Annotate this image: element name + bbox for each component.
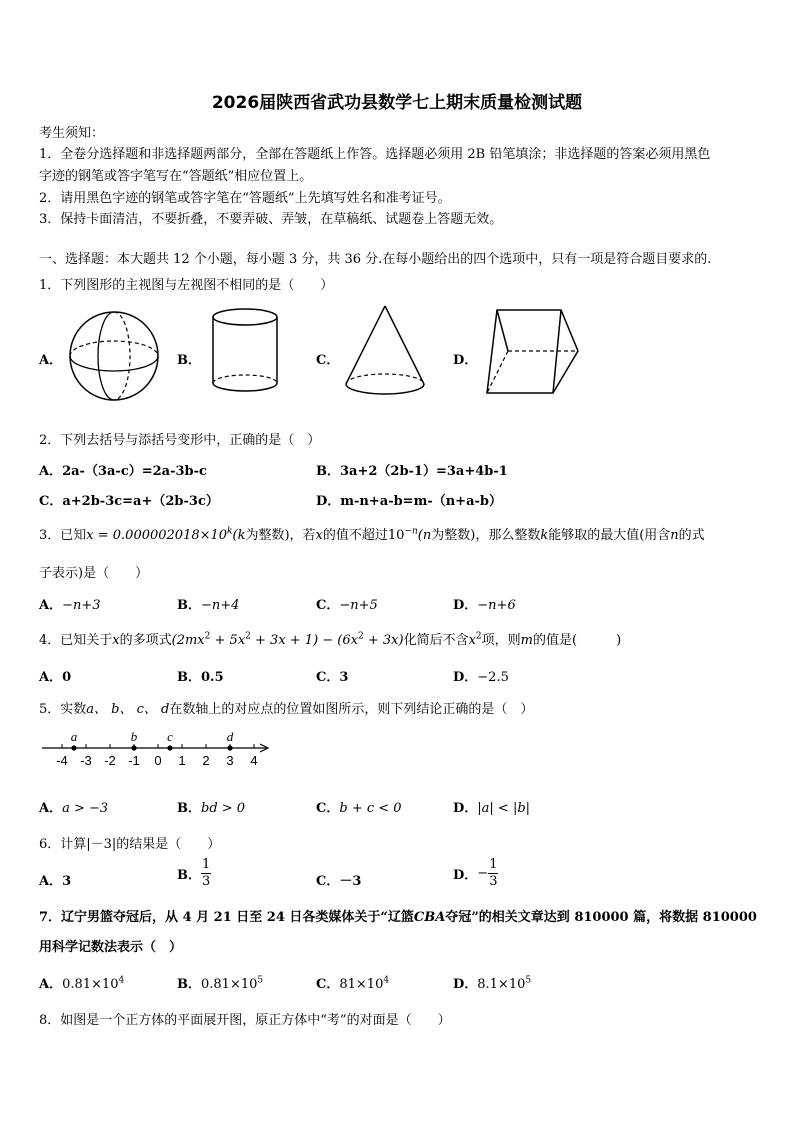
- q5-option-d: D．|a| < |b|: [453, 801, 531, 816]
- q4-option-c: C．3: [316, 670, 349, 685]
- point-label-c: c: [167, 729, 173, 744]
- q1-stem: 1．下列图形的主视图与左视图不相同的是（ ）: [39, 278, 334, 293]
- point-label-a: a: [70, 729, 78, 744]
- notice-line-3: 3．保持卡面清洁，不要折叠，不要弄破、弄皱，在草稿纸、试题卷上答题无效。: [39, 212, 503, 227]
- q6-option-b: B． $\frac{1}{3}$: [177, 857, 211, 889]
- q2-option-d: D．m-n+a-b=m-（n+a-b）: [316, 494, 502, 509]
- cylinder-figure: [209, 307, 281, 399]
- q8-stem: 8．如图是一个正方体的平面展开图，原正方体中“考”的对面是（ ）: [39, 1013, 451, 1028]
- notice-line-2: 2．请用黑色字迹的钢笔或答字笔在“答题纸”上先填写姓名和准考证号。: [39, 191, 451, 206]
- q3-stem-line2: 子表示)是（ ）: [39, 566, 149, 581]
- q7-stem: 7．辽宁男篮夺冠后，从 4 月 21 日至 24 日各类媒体关于“辽篮CBA夺冠”的相关文章达到 810000 篇，将数据 810000: [39, 910, 757, 925]
- notice-line-1b: 字迹的钢笔或答字笔写在“答题纸”相应位置上。: [39, 169, 313, 184]
- tick-label: -2: [104, 753, 116, 768]
- q4-stem: 4．已知关于x的多项式$(2mx^2 + 5x^2 + 3x + 1) - (6x^2 + 3x)$化简后不含$x^2$项，则m的值是( ): [39, 631, 622, 648]
- q2-option-c: C．a+2b-3c=a+（2b-3c）: [39, 494, 219, 509]
- q1-option-a-label: A．: [39, 353, 63, 368]
- point-label-d: d: [226, 729, 234, 744]
- q5-option-b: B．bd > 0: [177, 801, 246, 816]
- point-b: [131, 745, 136, 750]
- q6-option-c: C．－3: [316, 874, 362, 889]
- tick-label: -3: [80, 753, 92, 768]
- q4-option-b: B．0.5: [177, 670, 224, 685]
- point-c: [167, 745, 172, 750]
- prism-figure: [483, 307, 583, 399]
- number-line-figure: [0, 725, 300, 775]
- point-d: [227, 745, 232, 750]
- q4-option-a: A．0: [39, 670, 72, 685]
- tick-label: -4: [56, 753, 68, 768]
- q3-option-c: C．−n+5: [316, 598, 378, 613]
- q5-option-c: C．b + c < 0: [316, 801, 402, 816]
- q3-option-b: B．−n+4: [177, 598, 240, 613]
- q7-option-d: D．$8.1\times 10^5$: [453, 975, 532, 992]
- notice-line-1a: 1．全卷分选择题和非选择题两部分，全部在答题纸上作答。选择题必须用 2B 铅笔填涂；非选择题的答案必须用黑色: [39, 147, 711, 162]
- tick-label: 0: [154, 753, 162, 768]
- q2-option-a: A．2a-（3a-c）=2a-3b-c: [39, 464, 207, 479]
- q3-option-a: A．−n+3: [39, 598, 101, 613]
- page-title: 2026届陕西省武功县数学七上期末质量检测试题: [211, 93, 583, 113]
- point-label-b: b: [130, 729, 138, 744]
- q2-option-b: B．3a+2（2b-1）=3a+4b-1: [316, 464, 508, 479]
- point-a: [71, 745, 76, 750]
- tick-label: 4: [250, 753, 258, 768]
- q7-option-c: C．$81\times 10^4$: [316, 975, 390, 992]
- q4-option-d: D．−2.5: [453, 670, 509, 685]
- tick-label: -1: [128, 753, 140, 768]
- q7-option-a: A．$0.81\times 10^4$: [39, 975, 125, 992]
- q3-option-d: D．−n+6: [453, 598, 516, 613]
- tick-label: 3: [226, 753, 234, 768]
- q5-option-a: A．a > −3: [39, 801, 109, 816]
- q7-stem-line2: 用科学记数法表示（ ）: [39, 940, 183, 955]
- q6-option-d: D．− $\frac{1}{3}$: [453, 857, 498, 889]
- q3-stem: 3．已知$x = 0.000002018\times 10^k(k$为整数)，若x的值不超过$10^{-n}(n$为整数)，那么整数k能够取的最大值(用含n的式: [39, 526, 705, 543]
- tick-label: 2: [202, 753, 210, 768]
- cone-figure: [343, 304, 427, 400]
- q1-option-d-label: D．: [453, 353, 478, 368]
- tick-label: 1: [178, 753, 186, 768]
- q1-option-c-label: C．: [316, 353, 340, 368]
- q2-stem: 2．下列去括号与添括号变形中，正确的是（ ）: [39, 433, 321, 448]
- sphere-figure: [64, 307, 164, 407]
- section-heading: 一、选择题：本大题共 12 个小题，每小题 3 分，共 36 分.在每小题给出的四个选项中，只有一项是符合题目要求的.: [39, 252, 712, 267]
- q5-stem: 5．实数a、 b、 c、 d在数轴上的对应点的位置如图所示，则下列结论正确的是（ ）: [39, 702, 534, 717]
- q6-stem: 6．计算|－3|的结果是（ ）: [39, 837, 221, 852]
- q1-option-b-label: B．: [177, 353, 201, 368]
- q7-option-b: B．$0.81\times 10^5$: [177, 975, 264, 992]
- notice-heading: 考生须知：: [39, 126, 105, 141]
- q6-option-a: A．3: [39, 874, 72, 889]
